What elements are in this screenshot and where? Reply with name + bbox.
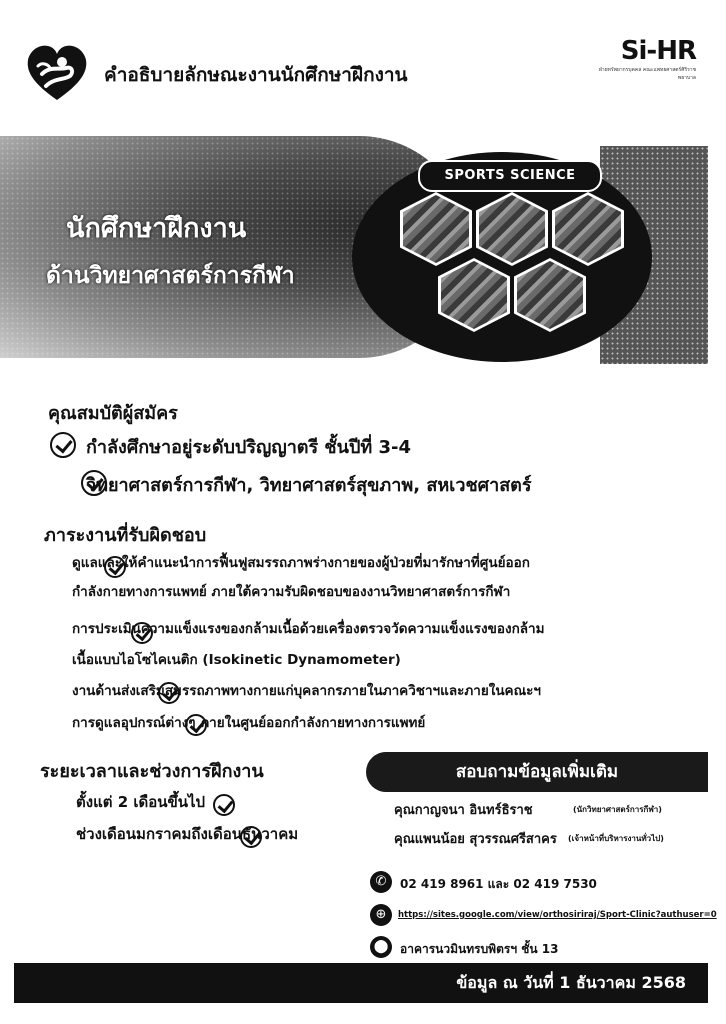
contact-phone: 02 419 8961 และ 02 419 7530 (400, 877, 597, 891)
duties-heading: ภาระงานที่รับผิดชอบ (44, 525, 207, 546)
period-heading: ระยะเวลาและช่วงการฝึกงาน (40, 761, 264, 782)
sports-science-tag: SPORTS SCIENCE (418, 160, 602, 192)
page-title: คำอธิบายลักษณะงานนักศึกษาฝึกงาน (104, 64, 408, 86)
contact-heading: สอบถามข้อมูลเพิ่มเติม (366, 752, 708, 792)
banner-title: นักศึกษาฝึกงาน (66, 213, 247, 244)
contact-person-name: คุณแพนน้อย สุวรรณศรีสาคร (394, 832, 557, 847)
duty-item-line: ดูแลและให้คำแนะนำการฟื้นฟูสมรรถภาพร่างกายของผู้ป่วยที่มารักษาที่ศูนย์ออก (72, 555, 530, 571)
qualifications-heading: คุณสมบัติผู้สมัคร (48, 403, 178, 424)
check-circle-icon (213, 794, 235, 816)
phone-icon: ✆ (370, 871, 392, 893)
footer-date: ข้อมูล ณ วันที่ 1 ธันวาคม 2568 (456, 973, 686, 992)
website-link[interactable]: https://sites.google.com/view/orthosiriraj/Sport-Clinic?authuser=0 (398, 910, 717, 920)
location-pin-icon: ⬤ (370, 936, 392, 958)
qualification-item: กำลังศึกษาอยู่ระดับปริญญาตรี ชั้นปีที่ 3-4 (86, 437, 412, 458)
contact-person-role: (นักวิทยาศาสตร์การกีฬา) (573, 805, 662, 814)
heart-logo-icon (26, 44, 88, 102)
banner-subtitle: ด้านวิทยาศาสตร์การกีฬา (46, 263, 295, 289)
duty-item-line: งานด้านส่งเสริมสมรรถภาพทางกายแก่บุคลากรภายในภาควิชาฯและภายในคณะฯ (72, 683, 541, 699)
period-item: ตั้งแต่ 2 เดือนขึ้นไป (76, 793, 206, 811)
duty-item-line: การประเมินความแข็งแรงของกล้ามเนื้อด้วยเครื่องตรวจวัดความแข็งแรงของกล้าม (72, 621, 545, 637)
duty-item-line: กำลังกายทางการแพทย์ ภายใต้ความรับผิดชอบของงานวิทยาศาสตร์การกีฬา (72, 584, 511, 600)
contact-person-role: (เจ้าหน้าที่บริหารงานทั่วไป) (568, 834, 664, 843)
period-item: ช่วงเดือนมกราคมถึงเดือนธันวาคม (76, 825, 299, 843)
duty-item-line: การดูแลอุปกรณ์ต่างๆ ภายในศูนย์ออกกำลังกายทางการแพทย์ (72, 715, 426, 731)
globe-icon: ⊕ (370, 904, 392, 926)
duty-item-line: เนื้อแบบไอโซไคเนติก (Isokinetic Dynamometer) (72, 652, 401, 668)
brand-subtitle: ฝ่ายทรัพยากรบุคคล คณะแพทยศาสตร์ศิริราชพยาบาล (598, 67, 696, 81)
qualification-item: วิทยาศาสตร์การกีฬา, วิทยาศาสตร์สุขภาพ, สหเวชศาสตร์ (86, 475, 532, 496)
contact-location: อาคารนวมินทรบพิตรฯ ชั้น 13 (400, 942, 559, 956)
footer-bar (14, 963, 708, 1003)
brand-logo: Si-HR (620, 36, 696, 66)
check-circle-icon (50, 432, 76, 458)
contact-person-name: คุณกาญจนา อินทร์ธิราช (394, 803, 533, 818)
